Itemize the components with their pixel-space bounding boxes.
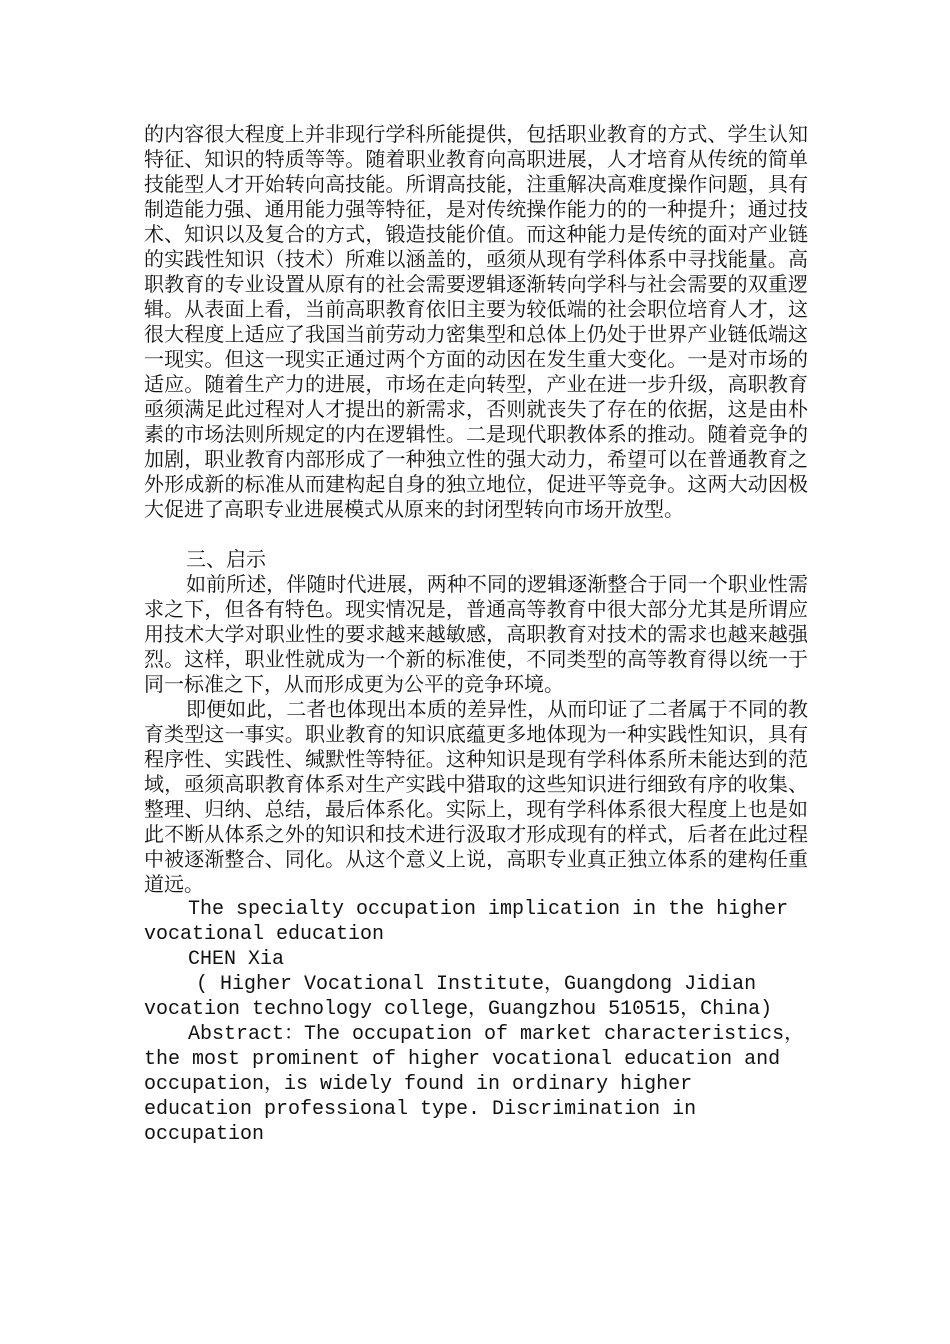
body-paragraph-continued: 的内容很大程度上并非现行学科所能提供，包括职业教育的方式、学生认知特征、知识的特质等等。随着职业教育向高职进展，人才培育从传统的简单技能型人才开始转向高技能。所谓高技能，注重解决高难度操作问题，具有制造能力强、通用能力强等特征，是对传统操作能力的的一种提升；通过技术、知识以及复合的方式，锻造技能价值。而这种能力是传统的面对产业链的实践性知识（技术）所难以涵盖的，亟须从现有学科体系中寻找能量。高职教育的专业设置从原有的社会需要逻辑逐渐转向学科与社会需要的双重逻辑。从表面上看，当前高职教育依旧主要为较低端的社会职位培育人才，这很大程度上适应了我国当前劳动力密集型和总体上仍处于世界产业链低端这一现实。但这一现实正通过两个方面的动因在发生重大变化。一是对市场的适应。随着生产力的进展，市场在走向转型，产业在进一步升级，高职教育亟须满足此过程对人才提出的新需求，否则就丧失了存在的依据，这是由朴素的市场法则所规定的内在逻辑性。二是现代职教体系的推动。随着竞争的加剧，职业教育内部形成了一种独立性的强大动力，希望可以在普通教育之外形成新的标准从而建构起自身的独立地位，促进平等竞争。这两大动因极大促进了高职专业进展模式从原来的封闭型转向市场开放型。 [144, 122, 808, 521]
english-author: CHEN Xia [188, 948, 285, 971]
english-affiliation: ( Higher Vocational Institute，Guangdong Jidian vocation technology college，Guangzhou 510515，China) [144, 973, 773, 1021]
body-paragraph-2: 即便如此，二者也体现出本质的差异性，从而印证了二者属于不同的教育类型这一事实。职业教育的知识底蕴更多地体现为一种实践性知识，具有程序性、实践性、缄默性等特征。这种知识是现有学科体系所未能达到的范域，亟须高职教育体系对生产实践中猎取的这些知识进行细致有序的收集、整理、归纳、总结，最后体系化。实际上，现有学科体系很大程度上也是如此不断从体系之外的知识和技术进行汲取才形成现有的样式，后者在此过程中被逐渐整合、同化。从这个意义上说，高职专业真正独立体系的建构任重道远。 [144, 697, 808, 896]
section-heading: 三、启示 [186, 547, 266, 571]
document-page [144, 122, 808, 1147]
english-abstract: Abstract：The occupation of market characteristics，the most prominent of higher vocational education and occupation，is widely found in ordinary higher education professional type. Discrimination in occupation [144, 1023, 805, 1146]
body-paragraph-1: 如前所述，伴随时代进展，两种不同的逻辑逐渐整合于同一个职业性需求之下，但各有特色。现实情况是，普通高等教育中很大部分尤其是所谓应用技术大学对职业性的要求越来越敏感，高职教育对技术的需求也越来越强烈。这样，职业性就成为一个新的标准使，不同类型的高等教育得以统一于同一标准之下，从而形成更为公平的竞争环境。 [144, 572, 808, 696]
paragraph-gap [144, 522, 808, 547]
english-title: The specialty occupation implication in the higher vocational education [144, 898, 789, 946]
